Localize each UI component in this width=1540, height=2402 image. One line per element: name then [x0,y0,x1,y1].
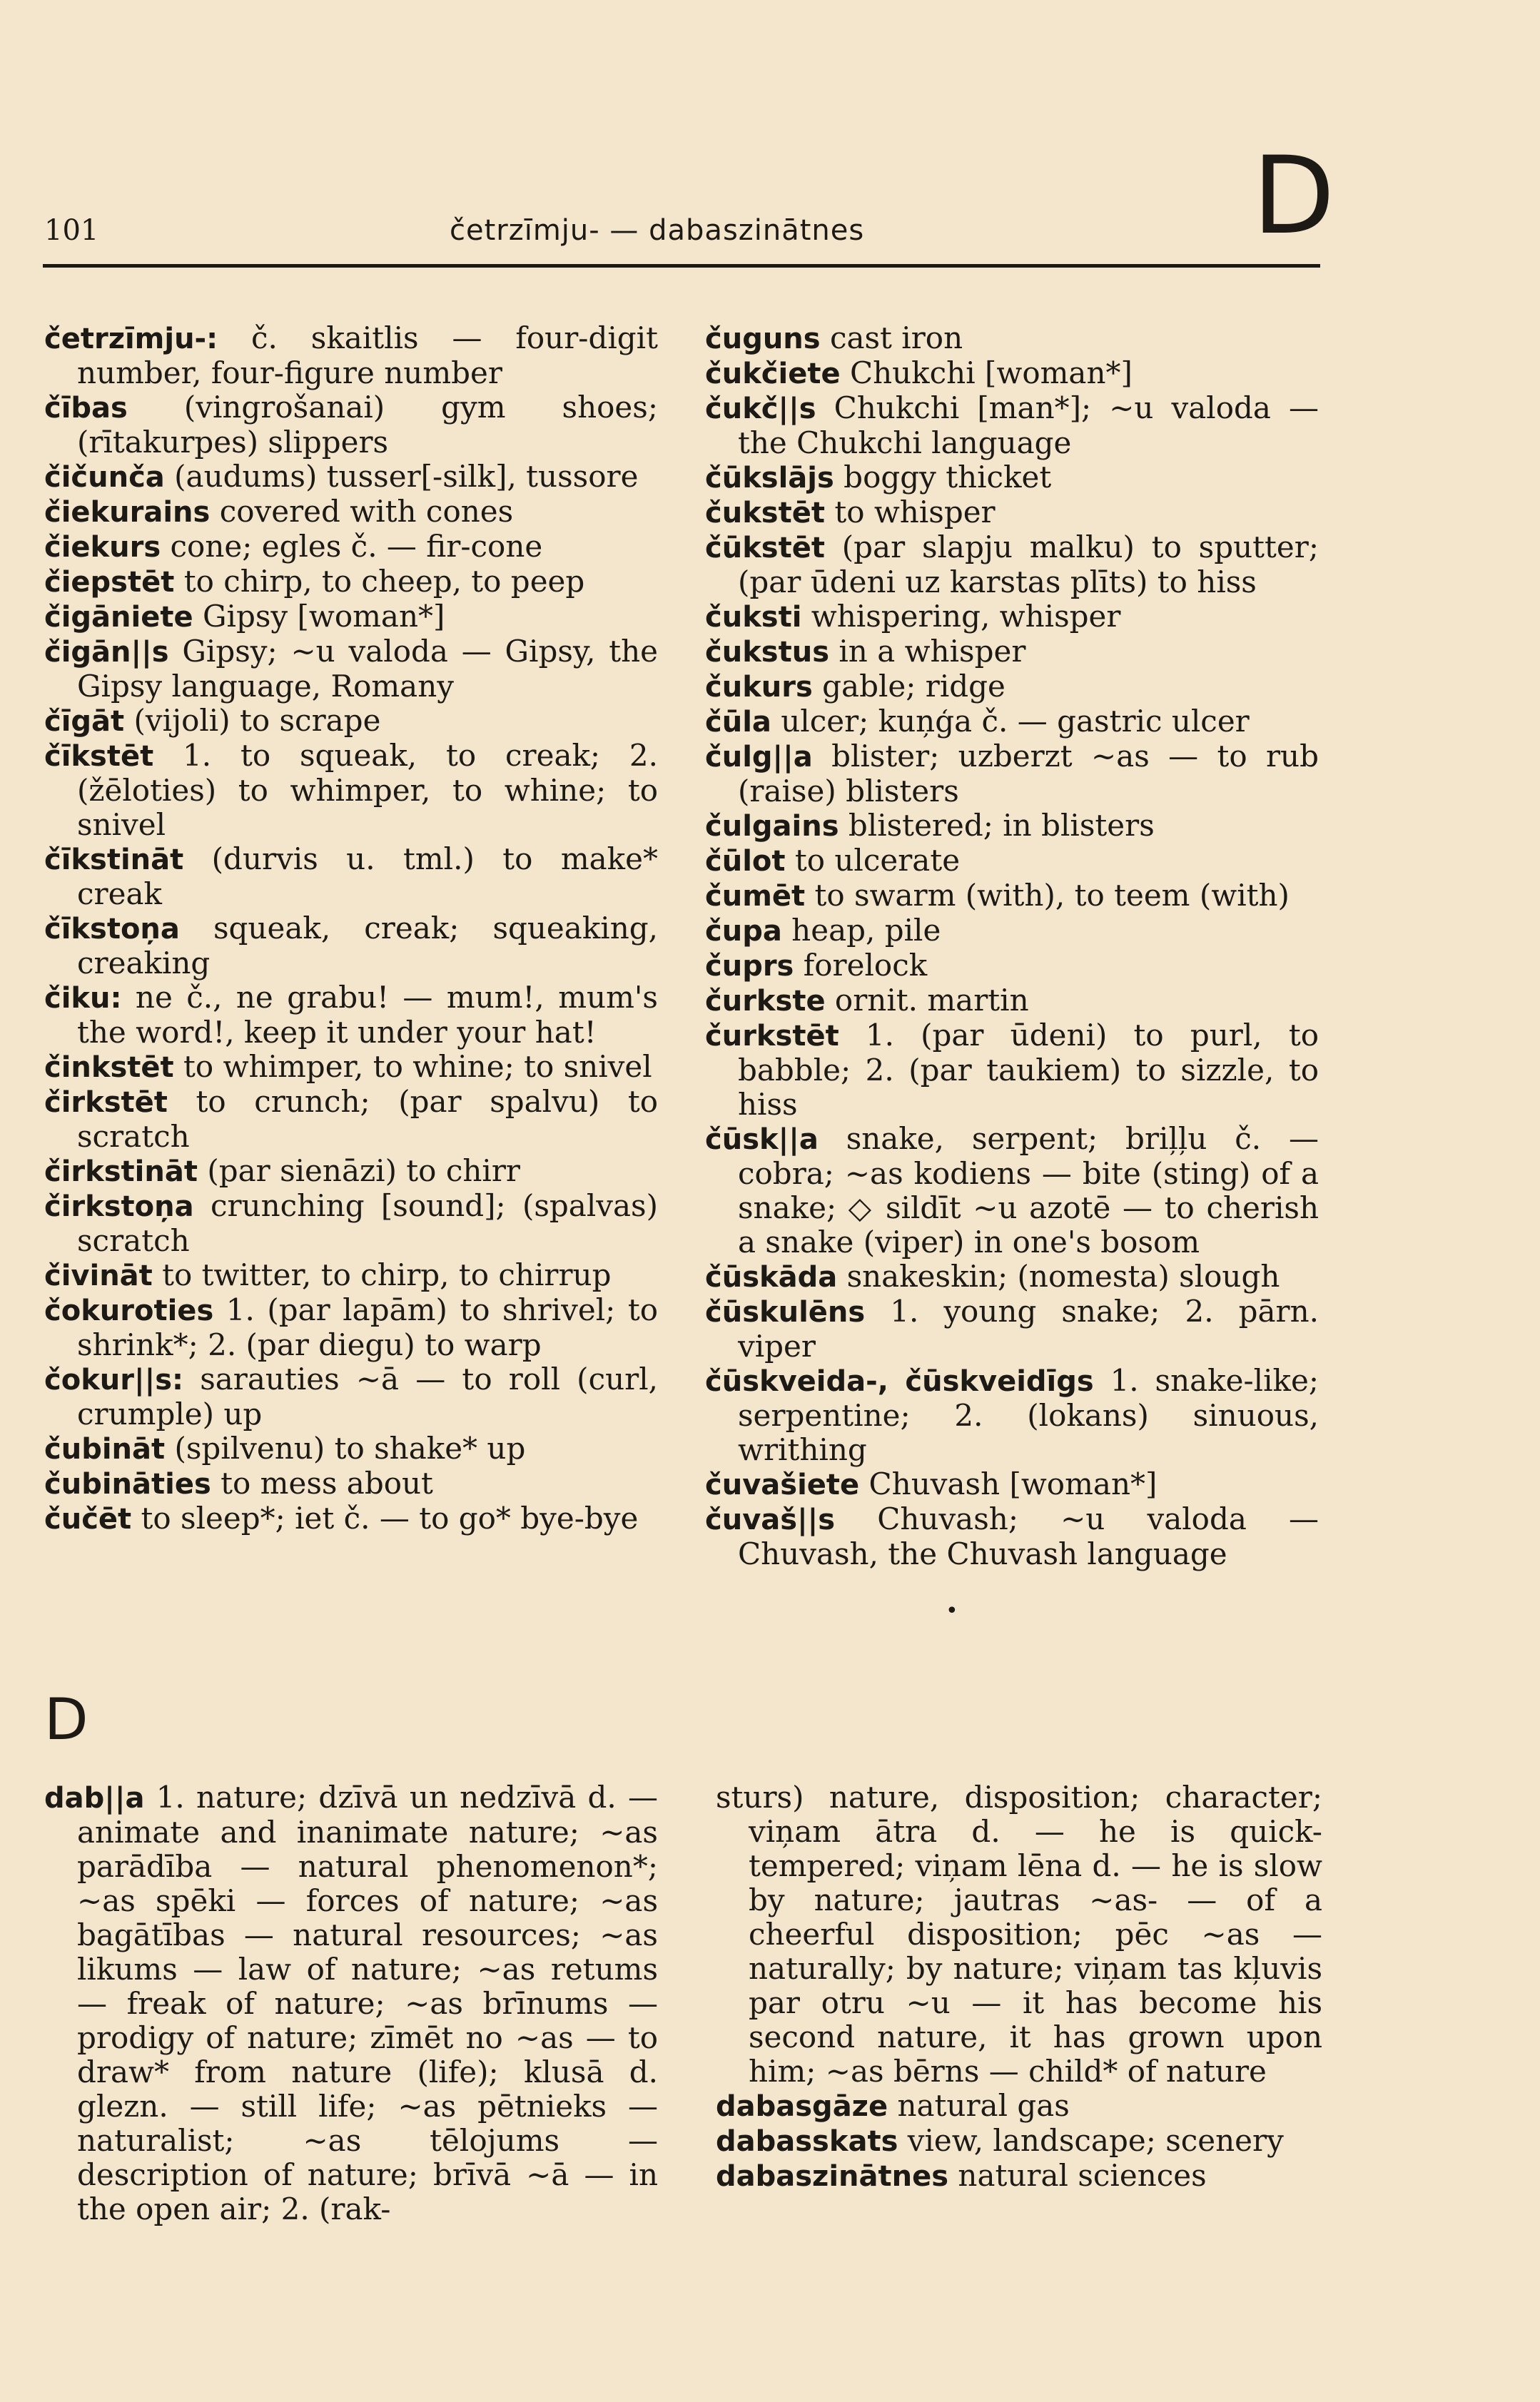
entry-definition: (audums) tusser[-silk], tussore [164,459,639,494]
dictionary-entry [705,913,1319,948]
dictionary-entry [705,1294,1319,1364]
entry-headword: čūskāda [705,1261,838,1294]
dictionary-entry [716,2089,1322,2124]
entry-definition: to ulcerate [785,843,961,878]
entry-headword: čuvaš||s [705,1504,836,1536]
dictionary-entry [44,634,658,704]
entry-headword: dabasskats [716,2125,898,2158]
dictionary-entry [705,321,1319,356]
entry-headword: čiekurs [44,531,161,564]
dictionary-entry [44,1466,658,1501]
dictionary-entry [705,391,1319,460]
entry-headword: čūkstēt [705,532,825,564]
entry-definition: (par slapju malku) to sputter; (par ūdeni uz karstas plīts) to hiss [738,529,1319,599]
dictionary-entry [44,1154,658,1189]
dictionary-entry [705,634,1319,669]
entry-definition: to swarm (with), to teem (with) [805,878,1290,913]
dictionary-entry [44,1431,658,1466]
entry-definition: snakeskin; (nomesta) slough [837,1259,1280,1294]
dictionary-entry [716,1780,1322,2089]
entry-headword: čukč||s [705,392,816,425]
dictionary-entry [44,564,658,599]
entry-definition: Chukchi [woman*] [840,355,1133,390]
entry-definition: 1. young snake; 2. pārn. viper [738,1294,1319,1364]
entry-headword: čiepstēt [44,566,175,599]
entry-headword: dab||a [44,1782,145,1815]
entry-definition: č. skaitlis — four-digit number, four-figure number [77,320,658,390]
entry-headword: čirkstināt [44,1155,198,1188]
entry-definition: squeak, creak; squeaking, creaking [77,911,658,980]
entry-definition: sarauties ~ā — to roll (curl, crumple) up [77,1362,658,1431]
entry-definition: forelock [794,948,928,983]
dictionary-entry [44,1258,658,1293]
entry-headword: čirkstēt [44,1086,168,1119]
entry-definition: ulcer; kuņģa č. — gastric ulcer [771,704,1250,739]
dictionary-entry [44,1362,658,1431]
column-right-top [705,321,1319,1571]
dictionary-entry [44,1293,658,1362]
entry-definition: (durvis u. tml.) to make* creak [77,841,658,911]
dictionary-entry [44,704,658,739]
entry-headword: čuksti [705,601,802,634]
entry-headword: čurkstēt [705,1020,839,1053]
entry-headword: čūlot [705,845,786,878]
entry-definition: 1. to squeak, to creak; 2. (žēloties) to whimper, to whine; to snivel [77,738,658,842]
dictionary-entry [705,1364,1319,1467]
entry-headword: čukstus [705,636,830,669]
entry-definition: to sleep*; iet č. — to go* bye-bye [131,1501,639,1536]
entry-headword: čulg||a [705,741,813,774]
dictionary-entry [44,495,658,529]
running-head: četrzīmju- — dabaszinātnes [450,214,865,247]
entry-definition: Gipsy; ~u valoda — Gipsy, the Gipsy language, Romany [77,634,658,704]
entry-definition: cone; egles č. — fir-cone [161,529,543,564]
entry-headword: čības [44,392,128,425]
entry-headword: čūskulēns [705,1296,866,1329]
entry-definition: blister; uzberzt ~as — to rub (raise) blisters [738,739,1319,809]
column-left-top [44,321,658,1536]
entry-headword: čukčiete [705,358,841,390]
entry-definition: Chuvash; ~u valoda — Chuvash, the Chuvash language [738,1501,1319,1571]
entry-headword: čigān||s [44,636,169,669]
entry-definition: to crunch; (par spalvu) to scratch [77,1084,658,1154]
entry-definition: 1. (par lapām) to shrivel; to shrink*; 2. (par diegu) to warp [77,1292,658,1362]
column-left-bottom [44,1780,658,2226]
dictionary-entry [44,529,658,564]
entry-definition: to chirp, to cheep, to peep [174,564,585,599]
dictionary-entry [705,1502,1319,1571]
entry-headword: čupa [705,915,782,948]
entry-headword: čūsk||a [705,1123,819,1156]
dictionary-entry [44,739,658,842]
entry-headword: čūla [705,706,771,739]
dictionary-entry [705,983,1319,1018]
dictionary-entry [44,1085,658,1154]
column-right-bottom [716,1780,1322,2194]
dictionary-entry [705,739,1319,809]
dictionary-entry [44,1501,658,1536]
entry-definition: gable; ridge [812,669,1005,704]
entry-definition: blistered; in blisters [839,808,1155,843]
entry-definition: natural sciences [948,2158,1207,2193]
entry-definition: (vijoli) to scrape [124,703,381,738]
dictionary-entry [44,460,658,495]
entry-definition: to mess about [211,1466,433,1501]
entry-definition: to twitter, to chirp, to chirrup [152,1257,612,1292]
entry-definition: 1. nature; dzīvā un nedzīvā d. — animate and inanimate nature; ~as parādība — natural phenomenon*; ~as spēki — forces of nature; ~as bagātības — natural resources; ~as likums — law of nature; ~as retums — freak of nature; ~as brīnums — prodigy of nature; zīmēt no ~as — to draw* from nature (life); klusā d. glezn. — still life; ~as pētnieks — naturalist; ~as tēlojums — description of nature; brīvā ~ā — in the open air; 2. (rak- [77,1780,658,2226]
dictionary-entry [705,1260,1319,1294]
entry-definition: whispering, whisper [801,599,1121,634]
entry-definition: sturs) nature, disposition; character; viņam ātra d. — he is quick-tempered; viņam lēna d. — he is slow by nature; jautras ~as- — of a cheerful disposition; pēc ~as — naturally; by nature; viņam tas kļuvis par otru ~u — it has become his second nature, it has grown upon him; ~as bērns — child* of nature [716,1780,1322,2089]
entry-definition: cast iron [820,320,963,355]
section-heading-d: D [44,1686,88,1753]
entry-definition: 1. (par ūdeni) to purl, to babble; 2. (par taukiem) to sizzle, to hiss [738,1018,1319,1122]
entry-definition: Chuvash [woman*] [859,1466,1157,1501]
dictionary-entry [705,356,1319,391]
entry-headword: čivināt [44,1260,153,1292]
entry-definition: 1. snake-like; serpentine; 2. (lokans) sinuous, writhing [738,1363,1319,1467]
entry-headword: čirkstoņa [44,1190,194,1223]
entry-headword: činkstēt [44,1051,174,1084]
entry-headword: čūskveida-, čūskveidīgs [705,1365,1094,1398]
entry-headword: čubināties [44,1468,211,1501]
entry-headword: četrzīmju-: [44,323,218,355]
entry-definition: to whimper, to whine; to snivel [173,1049,652,1084]
section-letter: D [1252,134,1335,258]
entry-definition: crunching [sound]; (spalvas) scratch [77,1188,658,1258]
entry-headword: čiku: [44,982,122,1015]
entry-headword: čukurs [705,671,813,704]
entry-headword: čokuroties [44,1294,214,1327]
dictionary-entry [716,2159,1322,2194]
dictionary-entry [705,878,1319,913]
entry-headword: čīkstināt [44,843,184,876]
dictionary-entry [705,1467,1319,1502]
dictionary-entry [705,495,1319,530]
dictionary-entry [44,911,658,980]
entry-headword: čīkstēt [44,740,154,773]
entry-definition: (spilvenu) to shake* up [165,1431,526,1466]
page-number: 101 [44,214,99,247]
entry-definition: to whisper [824,495,996,529]
entry-definition: (par sienāzi) to chirr [197,1153,520,1188]
dictionary-entry [705,599,1319,634]
dictionary-entry [705,1122,1319,1260]
entry-definition: covered with cones [210,494,514,529]
entry-definition: Gipsy [woman*] [193,599,445,634]
dictionary-entry [44,842,658,911]
entry-headword: dabaszinātnes [716,2160,949,2193]
entry-definition: snake, serpent; briļļu č. — cobra; ~as kodiens — bite (sting) of a snake; ◇ sildīt ~u azotē — to cherish a snake (viper) in one's bosom [738,1121,1319,1260]
entry-definition: view, landscape; scenery [898,2123,1284,2158]
entry-definition: ne č., ne grabu! — mum!, mum's the word!, keep it under your hat! [77,980,658,1050]
entry-definition: natural gas [888,2088,1070,2123]
entry-headword: čokur||s: [44,1364,184,1397]
entry-headword: čulgains [705,810,839,843]
entry-headword: čīgāt [44,705,125,738]
entry-headword: čurkste [705,985,826,1018]
dictionary-entry [44,390,658,460]
dictionary-entry [44,1189,658,1258]
entry-headword: čīkstoņa [44,913,180,946]
header-rule [43,264,1320,268]
entry-definition: ornit. martin [825,983,1029,1018]
entry-definition: heap, pile [781,913,941,948]
entry-headword: dabasgāze [716,2090,888,2123]
entry-headword: čuguns [705,323,821,355]
dictionary-entry [705,669,1319,704]
dictionary-entry [705,809,1319,843]
dictionary-entry [44,1050,658,1085]
entry-definition: boggy thicket [834,460,1052,495]
dictionary-entry [705,1018,1319,1122]
entry-headword: čigāniete [44,601,193,634]
entry-headword: čuprs [705,950,794,983]
entry-headword: čičunča [44,461,165,494]
dictionary-entry [716,2124,1322,2159]
dictionary-entry [44,1780,658,2226]
entry-headword: čumēt [705,880,806,913]
dictionary-entry [705,460,1319,495]
dictionary-entry [44,321,658,390]
entry-headword: čūkslājs [705,462,834,495]
entry-headword: čubināt [44,1433,166,1466]
entry-definition: (vingrošanai) gym shoes; (rītakurpes) slippers [77,390,658,460]
entry-headword: čuvašiete [705,1469,860,1501]
entry-definition: in a whisper [829,634,1026,669]
dictionary-entry [705,948,1319,983]
dictionary-entry [44,980,658,1050]
entry-definition: Chukchi [man*]; ~u valoda — the Chukchi language [738,390,1319,460]
dictionary-entry [705,704,1319,739]
column-end-bullet: • [946,1598,958,1623]
dictionary-entry [44,599,658,634]
entry-headword: čukstēt [705,497,825,529]
entry-headword: čučēt [44,1503,132,1536]
dictionary-entry [705,530,1319,599]
dictionary-entry [705,843,1319,878]
entry-headword: čiekurains [44,496,211,529]
